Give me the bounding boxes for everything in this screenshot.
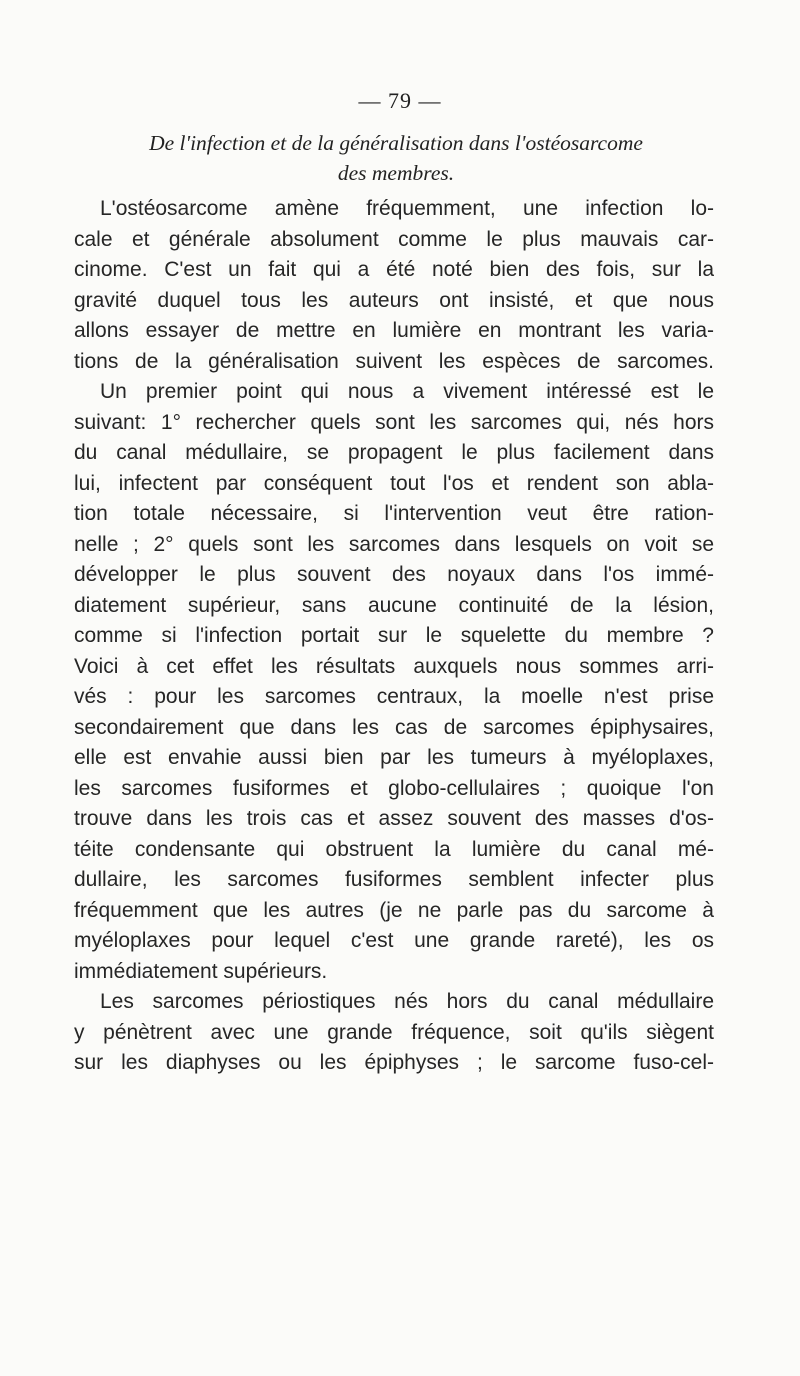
text-line: tion totale nécessaire, si l'intervention veut être ration- [74, 502, 714, 525]
text-line: y pénètrent avec une grande fréquence, soit qu'ils siègent [74, 1020, 714, 1044]
text-line: Un premier point qui nous a vivement intéressé est le [100, 380, 714, 403]
text-line: cale et générale absolument comme le plus mauvais car- [74, 227, 714, 251]
text-line: Les sarcomes périostiques nés hors du canal médullaire [100, 990, 714, 1013]
text-line: gravité duquel tous les auteurs ont insisté, et que nous [74, 288, 714, 312]
section-heading [76, 128, 716, 188]
text-line: suivant: 1° rechercher quels sont les sarcomes qui, nés hors [74, 410, 714, 434]
text-line: diatement supérieur, sans aucune continuité de la lésion, [74, 593, 714, 617]
text-line: tions de la généralisation suivent les espèces de sarcomes. [74, 349, 714, 373]
body-text [74, 194, 714, 1079]
text-line: lui, infectent par conséquent tout l'os et rendent son abla- [74, 471, 714, 495]
text-line: secondairement que dans les cas de sarcomes épiphysaires, [74, 715, 714, 739]
text-line: allons essayer de mettre en lumière en montrant les varia- [74, 319, 714, 342]
text-line: L'ostéosarcome amène fréquemment, une infection lo- [100, 197, 714, 220]
page-number: — 79 — [358, 88, 442, 113]
text-line: elle est envahie aussi bien par les tumeurs à myéloplaxes, [74, 746, 714, 769]
section-heading-line-2: des membres. [337, 161, 455, 185]
text-line: les sarcomes fusiformes et globo-cellulaires ; quoique l'on [74, 776, 714, 800]
text-line: vés : pour les sarcomes centraux, la moelle n'est prise [74, 685, 714, 708]
text-line: comme si l'infection portait sur le squelette du membre ? [74, 624, 714, 647]
text-line: nelle ; 2° quels sont les sarcomes dans lesquels on voit se [74, 532, 714, 556]
text-line: myéloplaxes pour lequel c'est une grande rareté), les os [74, 929, 714, 952]
text-line: Voici à cet effet les résultats auxquels nous sommes arri- [74, 654, 714, 678]
text-line: fréquemment que les autres (je ne parle pas du sarcome à [74, 898, 714, 922]
section-heading-line-1: De l'infection et de la généralisation dans l'ostéosarcome [149, 131, 643, 155]
text-line: sur les diaphyses ou les épiphyses ; le sarcome fuso-cel- [74, 1051, 714, 1074]
text-line: du canal médullaire, se propagent le plus facilement dans [74, 441, 714, 464]
text-line: trouve dans les trois cas et assez souvent des masses d'os- [74, 807, 714, 830]
text-line: cinome. C'est un fait qui a été noté bien des fois, sur la [74, 258, 714, 281]
text-line: téite condensante qui obstruent la lumière du canal mé- [74, 837, 714, 861]
text-line: immédiatement supérieurs. [74, 959, 328, 983]
text-line: dullaire, les sarcomes fusiformes semblent infecter plus [74, 868, 714, 891]
text-line: développer le plus souvent des noyaux dans l'os immé- [74, 563, 714, 586]
